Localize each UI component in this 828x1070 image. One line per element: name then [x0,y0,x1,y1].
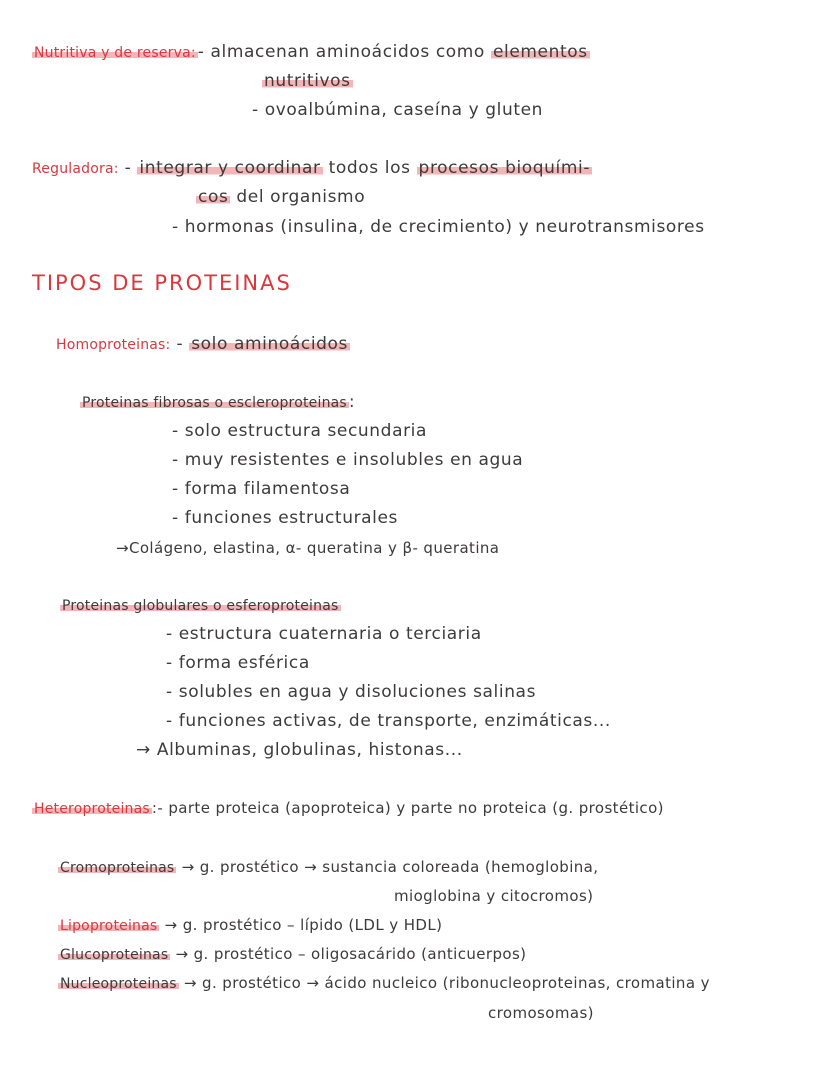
nutritiva-highlight-1: elementos [492,42,588,62]
fibrosas-colon: : [348,392,356,412]
section-title: TIPOS DE PROTEINAS [32,271,292,295]
cromoproteinas-label: Cromoproteinas [60,860,175,876]
globulares-label: Proteinas globulares o esferoproteinas [62,598,339,614]
nucleoproteinas-desc-2: cromosomas) [488,1004,594,1022]
lipoproteinas-label: Lipoproteinas [60,918,158,934]
homoproteinas-desc: solo aminoácidos [191,334,349,354]
nucleoproteinas-label: Nucleoproteinas [60,976,177,992]
reguladora-highlight-3: cos [198,187,229,207]
cromoproteinas-desc-2: mioglobina y citocromos) [394,887,594,905]
reguladora-rest: del organismo [230,187,366,207]
globulares-item-4: - funciones activas, de transporte, enzimáticas... [166,711,611,731]
homoproteinas-line [56,333,350,356]
cromoproteinas-line-1 [58,856,598,879]
reguladora-label: Reguladora: [32,161,119,177]
glucoproteinas-line [58,943,526,966]
lipoproteinas-desc: → g. prostético – lípido (LDL y HDL) [159,916,443,934]
nutritiva-line-2 [262,70,353,92]
cromoproteinas-desc-1: → g. prostético → sustancia coloreada (hemoglobina, [176,858,599,876]
homoproteinas-label: Homoproteinas: [56,337,171,353]
globulares-item-1: - estructura cuaternaria o terciaria [166,624,482,644]
heteroproteinas-line [32,797,664,820]
lipoproteinas-line [58,914,442,937]
heteroproteinas-label: Heteroproteinas [34,801,150,817]
homoproteinas-dash: - [170,334,190,354]
globulares-item-3: - solubles en agua y disoluciones salinas [166,682,537,702]
globulares-heading [60,594,341,617]
reguladora-mid: todos los [322,158,417,178]
fibrosas-item-2: - muy resistentes e insolubles en agua [172,450,524,470]
reguladora-highlight-2: procesos bioquími- [418,158,591,178]
reguladora-bullet: - hormonas (insulina, de crecimiento) y neurotransmisores [172,217,705,237]
globulares-item-2: - forma esférica [166,653,310,673]
fibrosas-label: Proteinas fibrosas o escleroproteinas [82,395,347,411]
globulares-examples: → Albuminas, globulinas, histonas... [136,740,463,760]
glucoproteinas-label: Glucoproteinas [60,947,169,963]
glucoproteinas-desc: → g. prostético – oligosacárido (anticuerpos) [170,945,527,963]
fibrosas-item-3: - forma filamentosa [172,479,351,499]
nutritiva-label: Nutritiva y de reserva: [34,45,196,61]
reguladora-line-1 [32,157,592,180]
fibrosas-item-1: - solo estructura secundaria [172,421,428,441]
fibrosas-item-4: - funciones estructurales [172,508,399,528]
nucleoproteinas-desc-1: → g. prostético → ácido nucleico (ribonucleoproteinas, cromatina y [178,974,710,992]
reguladora-dash: - [118,158,138,178]
reguladora-highlight-1: integrar y coordinar [139,158,321,178]
fibrosas-examples: →Colágeno, elastina, α- queratina y β- queratina [116,539,500,557]
fibrosas-heading [80,391,355,414]
heteroproteinas-desc: :- parte proteica (apoproteica) y parte no proteica (g. prostético) [151,799,664,817]
nucleoproteinas-line-1 [58,972,710,995]
nutritiva-line-1 [32,41,590,64]
nutritiva-text: - almacenan aminoácidos como [197,42,491,62]
nutritiva-highlight-2: nutritivos [264,71,351,91]
reguladora-line-2 [196,186,365,208]
nutritiva-bullet: - ovoalbúmina, caseína y gluten [252,100,544,120]
